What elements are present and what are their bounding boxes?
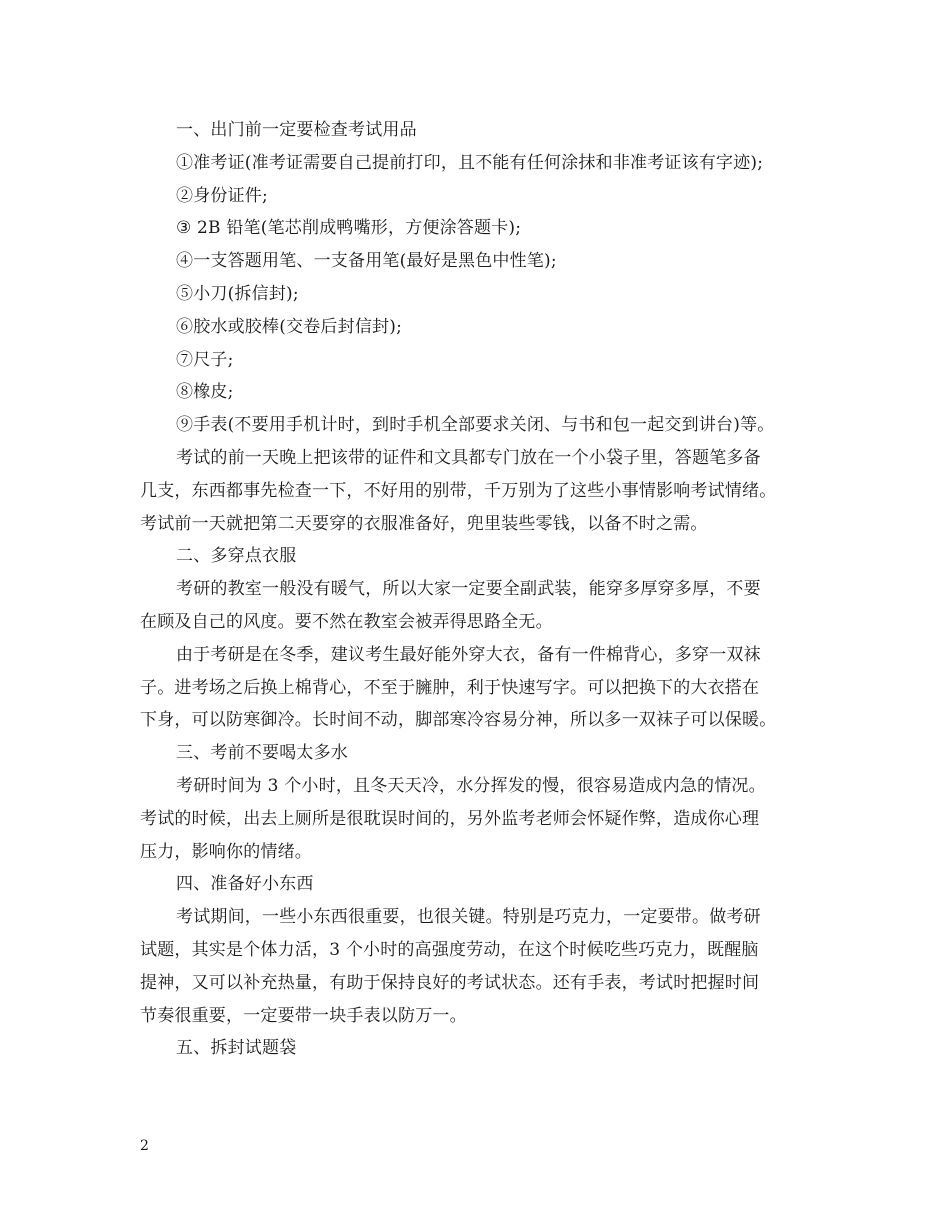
paragraph-line: 试题，其实是个体力活，3 个小时的高强度劳动，在这个时候吃些巧克力，既醒脑	[140, 939, 759, 960]
list-item-watch: ⑨手表(不要用手机计时，到时手机全部要求关闭、与书和包一起交到讲台)等。	[176, 415, 775, 436]
paragraph-line: 考试期间，一些小东西很重要，也很关键。特别是巧克力，一定要带。做考研	[176, 907, 761, 928]
list-item-admission-ticket: ①准考证(准考证需要自己提前打印，且不能有任何涂抹和非准考证该有字迹);	[176, 152, 764, 173]
paragraph-line: 考试前一天就把第二天要穿的衣服准备好，兜里装些零钱，以备不时之需。	[140, 513, 708, 534]
paragraph-line: 节奏很重要，一定要带一块手表以防万一。	[140, 1005, 467, 1026]
section-heading-5: 五、拆封试题袋	[176, 1038, 297, 1059]
paragraph-line: 压力，影响你的情绪。	[140, 841, 312, 862]
paragraph-line: 提神，又可以补充热量，有助于保持良好的考试状态。还有手表，考试时把握时间	[140, 972, 760, 993]
paragraph-line: 由于考研是在冬季，建议考生最好能外穿大衣，备有一件棉背心，多穿一双袜	[176, 644, 761, 665]
paragraph-line: 在顾及自己的风度。要不然在教室会被弄得思路全无。	[140, 611, 553, 632]
section-heading-3: 三、考前不要喝太多水	[176, 743, 348, 764]
document-body	[140, 114, 820, 1065]
list-item-knife: ⑤小刀(拆信封);	[176, 283, 299, 304]
paragraph-line: 考试的前一天晚上把该带的证件和文具都专门放在一个小袋子里，答题笔多备	[176, 447, 761, 468]
list-item-eraser: ⑧橡皮;	[176, 382, 234, 403]
paragraph-line: 考研时间为 3 个小时，且冬天天冷，水分挥发的慢，很容易造成内急的情况。	[176, 775, 766, 796]
section-heading-2: 二、多穿点衣服	[176, 546, 297, 567]
list-item-pens: ④一支答题用笔、一支备用笔(最好是黑色中性笔);	[176, 251, 557, 272]
paragraph-line: 下身，可以防寒御冷。长时间不动，脚部寒冷容易分神，所以多一双袜子可以保暖。	[140, 710, 777, 731]
list-item-pencil: ③ 2B 铅笔(笔芯削成鸭嘴形，方便涂答题卡);	[176, 218, 522, 239]
paragraph-line: 考试的时候，出去上厕所是很耽误时间的，另外监考老师会怀疑作弊，造成你心理	[140, 808, 760, 829]
list-item-glue: ⑥胶水或胶棒(交卷后封信封);	[176, 316, 402, 337]
list-item-ruler: ⑦尺子;	[176, 349, 234, 370]
section-heading-4: 四、准备好小东西	[176, 874, 314, 895]
section-heading-1: 一、出门前一定要检查考试用品	[176, 120, 417, 140]
paragraph-line: 考研的教室一般没有暖气，所以大家一定要全副武装，能穿多厚穿多厚，不要	[176, 579, 761, 600]
paragraph-line: 子。进考场之后换上棉背心，不至于臃肿，利于快速写字。可以把换下的大衣搭在	[140, 677, 760, 698]
list-item-id-card: ②身份证件;	[176, 185, 268, 206]
page-number: 2	[140, 1138, 149, 1154]
paragraph-line: 几支，东西都事先检查一下，不好用的别带，千万别为了这些小事情影响考试情绪。	[140, 480, 777, 501]
